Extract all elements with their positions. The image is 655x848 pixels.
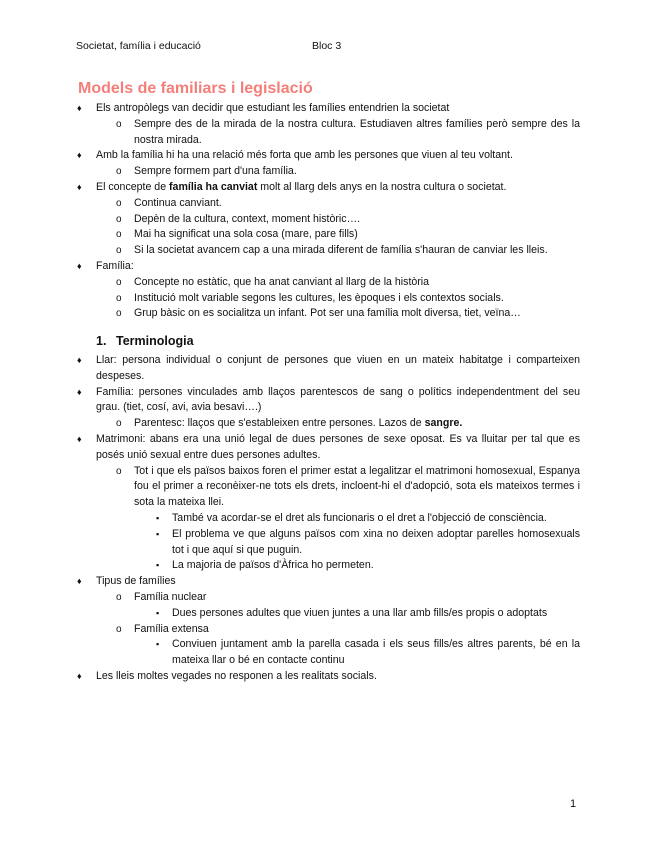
circle-bullet-icon: o	[116, 418, 122, 430]
list-item: o Tot i que els països baixos foren el primer estat a legalitzar el matrimoni homosexual, Espanya fou el primer a reconèixer-ne tots els drets, incloent-hi el d'adopció, sota els mateixos termes i sota la mateixa llei.	[116, 464, 580, 509]
diamond-bullet-icon: ♦	[77, 433, 82, 444]
circle-bullet-icon: o	[116, 292, 122, 304]
intro-list	[76, 101, 580, 322]
list-item: ♦ Amb la família hi ha una relació més forta que amb les persones que viuen al teu voltant.	[76, 148, 580, 164]
document-body	[76, 101, 580, 685]
list-item: ♦ Matrimoni: abans era una unió legal de dues persones de sexe oposat. Es va lluitar per tal que es posés unió sexual entre dues persones adultes.	[77, 432, 580, 461]
diamond-bullet-icon: ♦	[77, 260, 82, 271]
list-item: ▪ Dues persones adultes que viuen juntes a una llar amb fills/es propis o adoptats	[76, 606, 580, 622]
section-title: Terminologia	[116, 334, 194, 349]
header-bloc: Bloc 3	[312, 40, 342, 52]
circle-bullet-icon: o	[116, 623, 122, 635]
list-item: ▪ La majoria de països d'Àfrica ho permeten.	[76, 558, 580, 574]
list-item: o Institució molt variable segons les cultures, les èpoques i els contextos socials.	[76, 291, 580, 307]
diamond-bullet-icon: ♦	[77, 354, 82, 365]
list-item: o Mai ha significat una sola cosa (mare, pare fills)	[76, 227, 580, 243]
list-item: o Grup bàsic on es socialitza un infant. Pot ser una família molt diversa, tiet, veïna…	[76, 306, 580, 322]
list-item: ▪ Conviuen juntament amb la parella casada i els seus fills/es altres parents, bé en la mateixa llar o bé en contacte continu	[156, 638, 580, 667]
diamond-bullet-icon: ♦	[77, 386, 82, 397]
list-item: ▪ També va acordar-se el dret als funcionaris o el dret a l'objecció de consciència.	[76, 511, 580, 527]
square-bullet-icon: ▪	[156, 528, 160, 539]
list-item: o Parentesc: llaços que s'estableixen entre persones. Lazos de sangre.	[76, 416, 580, 432]
list-item: ▪ El problema ve que alguns països com xina no deixen adoptar parelles homosexuals tot i que aquí si que puguin.	[156, 527, 580, 556]
circle-bullet-icon: o	[116, 229, 122, 241]
square-bullet-icon: ▪	[156, 512, 160, 523]
diamond-bullet-icon: ♦	[77, 576, 82, 587]
square-bullet-icon: ▪	[156, 607, 160, 618]
page-title: Models de familiars i legislació	[78, 80, 313, 97]
circle-bullet-icon: o	[116, 197, 122, 209]
terms-list	[76, 353, 580, 685]
list-item: o Sempre formem part d'una família.	[76, 164, 580, 180]
list-item: ♦ Tipus de famílies	[76, 574, 580, 590]
square-bullet-icon: ▪	[156, 639, 160, 650]
list-item: ♦ Llar: persona individual o conjunt de persones que viuen en un mateix habitatge i comparteixen despeses.	[77, 353, 580, 382]
circle-bullet-icon: o	[116, 465, 122, 477]
list-item: ♦ Els antropòlegs van decidir que estudiant les famílies entendrien la societat	[76, 101, 580, 117]
list-item: o Família nuclear	[76, 590, 580, 606]
circle-bullet-icon: o	[116, 166, 122, 178]
bold-phrase: sangre.	[424, 417, 463, 430]
header-subject: Societat, família i educació	[76, 40, 201, 52]
circle-bullet-icon: o	[116, 118, 122, 130]
diamond-bullet-icon: ♦	[77, 150, 82, 161]
list-item: ♦ Les lleis moltes vegades no responen a les realitats socials.	[76, 669, 580, 685]
square-bullet-icon: ▪	[156, 560, 160, 571]
page-number: 1	[570, 798, 577, 810]
list-item: ♦ Família: persones vinculades amb llaços parentescos de sang o polítics independentment del seu grau. (tiet, cosí, avi, avia besavi….)	[77, 385, 580, 414]
bold-phrase: família ha canviat	[169, 180, 258, 193]
circle-bullet-icon: o	[116, 276, 122, 288]
list-item: o Continua canviant.	[76, 196, 580, 212]
diamond-bullet-icon: ♦	[77, 103, 82, 113]
list-item: ♦ Família:	[76, 259, 580, 275]
circle-bullet-icon: o	[116, 213, 122, 225]
page-header	[76, 40, 342, 52]
diamond-bullet-icon: ♦	[77, 181, 82, 192]
circle-bullet-icon: o	[116, 245, 122, 257]
section-heading	[76, 334, 580, 350]
diamond-bullet-icon: ♦	[77, 670, 82, 681]
circle-bullet-icon: o	[116, 308, 122, 320]
list-item: ♦ El concepte de família ha canviat molt al llarg dels anys en la nostra cultura o societat.	[76, 180, 580, 196]
list-item: o Família extensa	[76, 622, 580, 638]
circle-bullet-icon: o	[116, 591, 122, 603]
list-item: o Sempre des de la mirada de la nostra cultura. Estudiaven altres famílies però sempre des la nostra mirada.	[116, 117, 580, 146]
list-item: o Depèn de la cultura, context, moment històric….	[76, 212, 580, 228]
list-item: o Si la societat avancem cap a una mirada diferent de família s'hauran de canviar les lleis.	[76, 243, 580, 259]
list-item: o Concepte no estàtic, que ha anat canviant al llarg de la història	[76, 275, 580, 291]
section-number: 1.	[96, 334, 107, 349]
